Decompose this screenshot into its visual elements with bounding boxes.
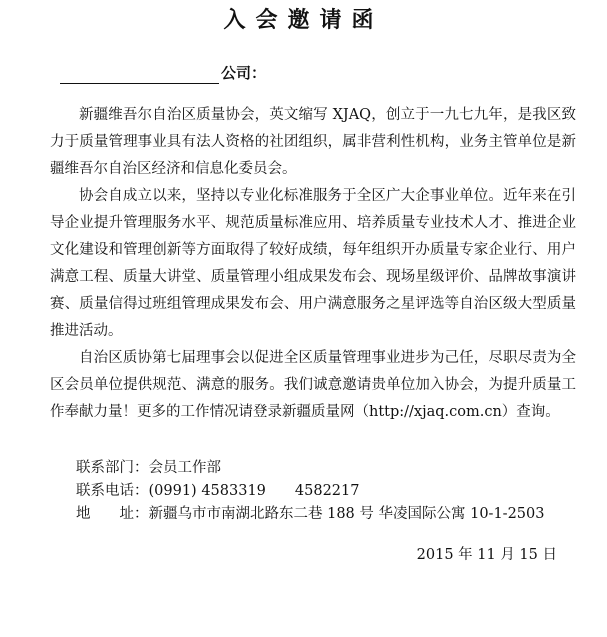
paragraph-achievements: 协会自成立以来，坚持以专业化标准服务于全区广大企事业单位。近年来在引导企业提升管理服务水平、规范质量标准应用、培养质量专业技术人才、推进企业文化建设和管理创新等方面取得了较好成绩，每年组织开办质量专家企业行、用户满意工程、质量大讲堂、质量管理小组成果发布会、现场星级评价、品牌故事演讲赛、质量信得过班组管理成果发布会、用户满意服务之星评选等自治区级大型质量推进活动。: [50, 188, 576, 339]
contact-department: 联系部门：会员工作部: [76, 460, 221, 476]
paragraph-invitation: 自治区质协第七届理事会以促进全区质量管理事业进步为己任，尽职尽责为全区会员单位提供规范、满意的服务。我们诚意邀请贵单位加入协会，为提升质量工作奉献力量！更多的工作情况请登录新疆质量网（http://xjaq.com.cn）查询。: [50, 350, 576, 420]
salutation-suffix: 公司：: [221, 64, 267, 82]
letter-title: 入会邀请函: [223, 8, 384, 33]
letter-body: [50, 102, 576, 426]
salutation: [60, 62, 266, 84]
contact-address: 地 址：新疆乌市市南湖北路东二巷 188 号 华凌国际公寓 10-1-2503: [76, 506, 545, 522]
company-name-blank: [60, 65, 219, 84]
contact-phone: 联系电话：(0991) 4583319 4582217: [76, 483, 360, 499]
paragraph-intro: 新疆维吾尔自治区质量协会，英文缩写 XJAQ，创立于一九七九年，是我区致力于质量管理事业具有法人资格的社团组织，属非营利性机构，业务主管单位是新疆维吾尔自治区经济和信息化委员会。: [50, 107, 576, 177]
letter-date: 2015 年 11 月 15 日: [416, 547, 557, 563]
contact-info: [76, 457, 545, 526]
